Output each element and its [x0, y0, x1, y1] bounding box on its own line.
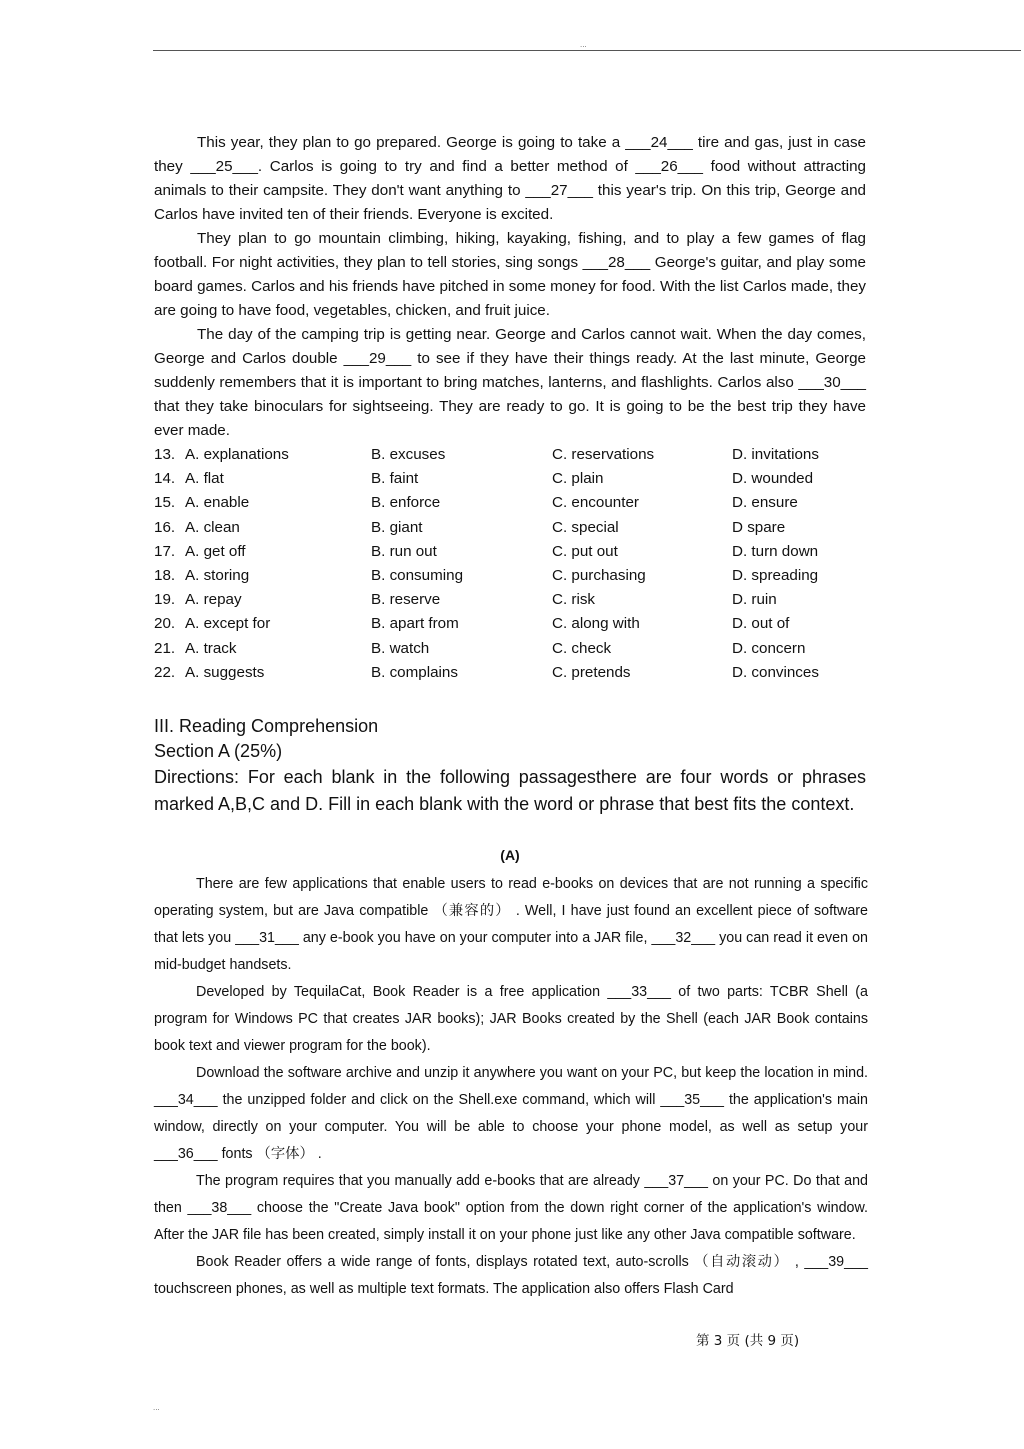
question-number: 21.: [154, 639, 176, 657]
option-b: B. enforce: [371, 494, 441, 512]
option-b: B. faint: [371, 470, 419, 488]
option-b: B. complains: [371, 663, 458, 681]
option-d: D. concern: [732, 639, 806, 657]
option-b: B. run out: [371, 542, 437, 560]
cloze-passage-continued: [154, 131, 866, 443]
option-c: C. pretends: [552, 663, 631, 681]
page-number: 第 3 页 (共 9 页): [696, 1333, 800, 1349]
option-b: B. excuses: [371, 446, 446, 463]
option-a: A. enable: [185, 494, 250, 512]
option-d: D. ruin: [732, 591, 777, 609]
option-row-16: [154, 516, 866, 540]
question-number: 17.: [154, 542, 176, 560]
reading-passage-a: [154, 871, 868, 1303]
option-d: D. turn down: [732, 542, 819, 560]
question-number: 18.: [154, 566, 176, 584]
option-row-15: [154, 491, 866, 515]
option-a: A. except for: [185, 615, 271, 633]
question-number: 14.: [154, 470, 176, 488]
option-b: B. apart from: [371, 615, 459, 633]
option-c: C. put out: [552, 542, 618, 560]
option-c: C. encounter: [552, 494, 639, 512]
question-number: 22.: [154, 663, 176, 681]
option-row-21: [154, 637, 866, 661]
option-c: C. reservations: [552, 446, 655, 463]
footer-dots: ...: [153, 1403, 160, 1412]
option-d: D. convinces: [732, 663, 819, 681]
option-a: A. explanations: [185, 446, 289, 463]
option-row-17: [154, 540, 866, 564]
paragraph: The day of the camping trip is getting near. George and Carlos cannot wait. When the day comes, George and Carlos double ___29___ to see if they have their things ready. At the last minute, George suddenly remembers that it is important to bring matches, lanterns, and flashlights. Carlos also ___30___ that they take binoculars for sightseeing. They are ready to go. It is going to be the best trip they have ever made.: [154, 326, 866, 439]
header-rule: [153, 50, 1021, 51]
option-b: B. watch: [371, 639, 430, 657]
section-subtitle: Section A (25%): [154, 741, 283, 761]
option-a: A. clean: [185, 518, 240, 536]
header-dots: ...: [580, 40, 587, 49]
paragraph: The program requires that you manually add e-books that are already ___37___ on your PC. Do that and then ___38___ choose the "Create Java book" option from the down right corner of the application's window. After the JAR file has been created, simply install it on your phone just like any other Java compatible software.: [154, 1173, 868, 1243]
option-a: A. repay: [185, 591, 242, 609]
option-c: C. special: [552, 518, 619, 536]
option-a: A. flat: [185, 470, 224, 488]
question-number: 15.: [154, 494, 176, 512]
section-title: III. Reading Comprehension: [154, 716, 379, 736]
paragraph: Download the software archive and unzip it anywhere you want on your PC, but keep the location in mind. ___34___ the unzipped folder and click on the Shell.exe command, which will ___35___ the application's main window, directly on your computer. You will be able to choose your phone model, as well as setup your ___36___ fonts （字体） .: [154, 1065, 868, 1162]
option-row-20: [154, 612, 866, 636]
option-c: C. plain: [552, 470, 604, 488]
passage-title: (A): [500, 847, 520, 863]
option-d: D. wounded: [732, 470, 814, 488]
option-a: A. get off: [185, 542, 246, 560]
section-directions: Directions: For each blank in the following passagesthere are four words or phrases marked A,B,C and D. Fill in each blank with the word or phrase that best fits the context.: [154, 767, 866, 814]
option-d: D spare: [732, 518, 786, 536]
option-d: D. spreading: [732, 566, 819, 584]
option-c: C. purchasing: [552, 566, 646, 584]
paragraph: They plan to go mountain climbing, hiking, kayaking, fishing, and to play a few games of flag football. For night activities, they plan to tell stories, sing songs ___28___ George's guitar, and play some board games. Carlos and his friends have pitched in some money for food. With the list Carlos made, they are going to have food, vegetables, chicken, and fruit juice.: [154, 230, 866, 319]
question-number: 13.: [154, 446, 176, 463]
option-b: B. giant: [371, 518, 423, 536]
option-row-19: [154, 588, 866, 612]
question-number: 20.: [154, 615, 176, 633]
option-row-18: [154, 564, 866, 588]
paragraph: Developed by TequilaCat, Book Reader is a free application ___33___ of two parts: TCBR Shell (a program for Windows PC that creates JAR books); JAR Books created by the Shell (each JAR Book contains book text and viewer program for the book).: [154, 984, 868, 1054]
option-a: A. track: [185, 639, 237, 657]
option-row-14: [154, 467, 866, 491]
option-a: A. suggests: [185, 663, 265, 681]
option-d: D. invitations: [732, 446, 819, 463]
question-number: 16.: [154, 518, 176, 536]
question-number: 19.: [154, 591, 176, 609]
option-a: A. storing: [185, 566, 250, 584]
section-heading: [154, 714, 866, 817]
option-b: B. reserve: [371, 591, 441, 609]
option-c: C. risk: [552, 591, 596, 609]
option-b: B. consuming: [371, 566, 464, 584]
paragraph: There are few applications that enable users to read e-books on devices that are not running a specific operating system, but are Java compatible （兼容的） . Well, I have just found an excellent piece of software that lets you ___31___ any e-book you have on your computer into a JAR file, ___32___ you can read it even on mid-budget handsets.: [154, 876, 868, 973]
option-row-22: [154, 661, 866, 685]
paragraph: Book Reader offers a wide range of fonts, displays rotated text, auto-scrolls （自动滚动） , ___39___ touchscreen phones, as well as multiple text formats. The application also offers Flash Card: [154, 1254, 868, 1297]
option-d: D. out of: [732, 615, 790, 633]
option-row-13: [154, 443, 866, 467]
paragraph: This year, they plan to go prepared. George is going to take a ___24___ tire and gas, just in case they ___25___. Carlos is going to try and find a better method of ___26___ food without attracting animals to their campsite. They don't want anything to ___27___ this year's trip. On this trip, George and Carlos have invited ten of their friends. Everyone is excited.: [154, 134, 866, 223]
answer-options-list: [154, 443, 866, 685]
option-c: C. check: [552, 639, 612, 657]
option-c: C. along with: [552, 615, 640, 633]
option-d: D. ensure: [732, 494, 798, 512]
